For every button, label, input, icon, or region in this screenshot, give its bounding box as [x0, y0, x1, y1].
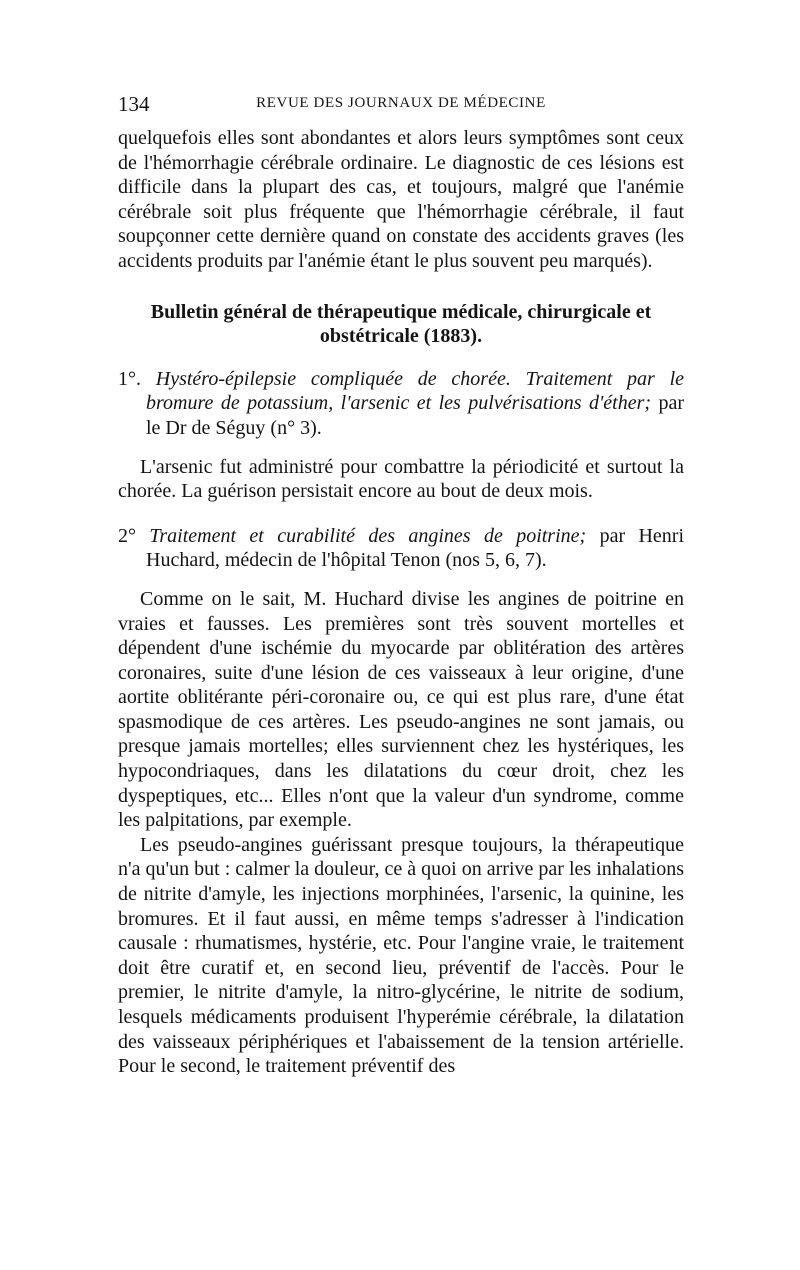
item-2 — [118, 524, 684, 573]
item-1-author: par le Dr de Séguy (n° 3). — [146, 392, 685, 439]
running-title: REVUE DES JOURNAUX DE MÉDECINE — [256, 95, 546, 111]
item-2-author: par Henri Huchard, médecin de l'hôpital Tenon (nos 5, 6, 7). — [146, 524, 685, 572]
paragraph-continuation: quelquefois elles sont abondantes et alors leurs symptômes sont ceux de l'hémorrhagie cérébrale ordinaire. Le diagnostic de ces lésions est difficile dans la plupart des cas, et toujours, malgré que l'anémie cérébrale soit plus fréquente que l'hémorrhagie cérébrale, il faut soupçonner cette dernière quand on constate des accidents graves (les accidents produits par l'anémie étant le plus souvent peu marqués). — [118, 127, 684, 272]
item-1 — [118, 367, 684, 441]
page-number: 134 — [118, 92, 150, 116]
paragraph-pseudo-angines: Les pseudo-angines guérissant presque toujours, la thérapeutique n'a qu'un but : calmer la douleur, ce à quoi on arrive par les inhalations de nitrite d'amyle, les injections morphinées, l'arsenic, la quinine, les bromures. Et il faut aussi, en même temps s'adresser à l'indication causale : rhumatismes, hystérie, etc. Pour l'angine vraie, le traitement doit être curatif et, en second lieu, préventif de l'accès. Pour le premier, le nitrite d'amyle, la nitro-glycérine, le nitrite de sodium, lesquels médicaments produisent l'hyperémie cérébrale, la dilatation des vaisseaux périphériques et l'abaissement de la tension artérielle. Pour le second, le traitement préventif des — [118, 833, 684, 1078]
section-heading: Bulletin général de thérapeutique médicale, chirurgicale et obstétricale (1883). — [150, 300, 652, 348]
paragraph-arsenic: L'arsenic fut administré pour combattre la périodicité et surtout la chorée. La guérison persistait encore au bout de deux mois. — [118, 455, 684, 503]
paragraph-huchard: Comme on le sait, M. Huchard divise les angines de poitrine en vraies et fausses. Les premières sont très souvent mortelles et dépendent d'une ischémie du myocarde par oblitération des artères coronaires, suite d'une lésion de ces vaisseaux à leur origine, d'une aortite oblitérante péri-coronaire ou, ce qui est plus rare, d'une état spasmodique de ces artères. Les pseudo-angines ne sont jamais, ou presque jamais mortelles; elles surviennent chez les hystériques, les hypocondriaques, dans les dilatations du cœur droit, chez les dyspeptiques, etc... Elles n'ont que la valeur d'un syndrome, comme les palpitations, par exemple. — [118, 587, 684, 832]
item-1-title: Hystéro-épilepsie compliquée de chorée. Traitement par le bromure de potassium, l'arsenic et les pulvérisations d'éther; — [146, 367, 685, 415]
item-1-number: 1°. — [118, 367, 141, 390]
page-header — [118, 92, 684, 116]
item-2-title: Traitement et curabilité des angines de poitrine; — [149, 524, 587, 547]
text-body — [118, 126, 684, 1079]
item-2-number: 2° — [118, 524, 136, 547]
